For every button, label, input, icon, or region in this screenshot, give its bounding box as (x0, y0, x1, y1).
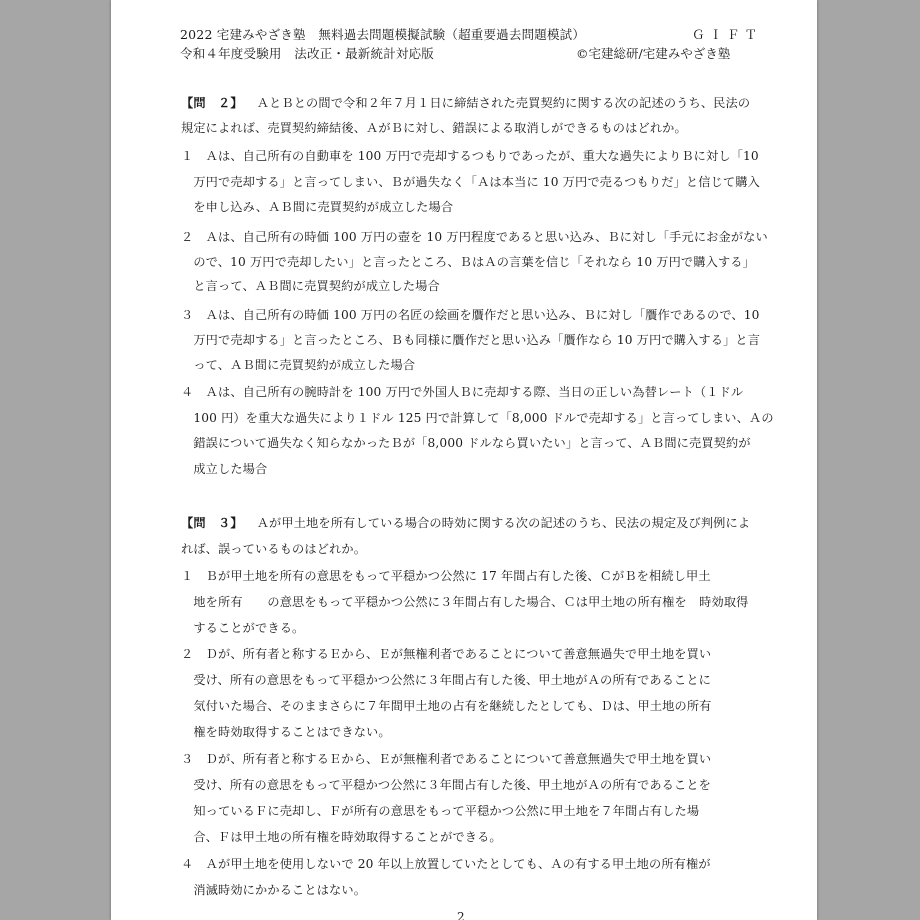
q2-stem-line-1: ＡとＢとの間で令和２年７月１日に締結された売買契約に関する次の記述のうち、民法の (256, 96, 751, 110)
q3-choice-2-line-1: ２ Ｄが、所有者と称するＥから、Ｅが無権利者であることについて善意無過失で甲土地を買い (181, 647, 712, 661)
q2-choice-4-line-2: 100 円）を重大な過失により１ドル 125 円で計算して「8,000 ドルで売却する」と言ってしまい、Ａの (181, 411, 774, 425)
q2-choice-2-line-3: と言って、ＡＢ間に売買契約が成立した場合 (181, 279, 440, 293)
q2-choice-3-line-3: って、ＡＢ間に売買契約が成立した場合 (181, 358, 416, 372)
header-title: 2022 宅建みやざき塾 無料過去問題模擬試験（超重要過去問題模試） (180, 27, 586, 42)
q2-choice-2-line-2: ので、10 万円で売却したい」と言ったところ、ＢはＡの言葉を信じ「それなら 10 万円で購入する」 (181, 255, 755, 269)
q3-choice-2-line-3: 気付いた場合、そのままさらに７年間甲土地の占有を継続したとしても、Ｄは、甲土地の所有 (181, 699, 712, 713)
q3-choice-4-line-1: ４ Ａが甲土地を使用しないで 20 年以上放置していたとしても、Ａの有する甲土地の所有権が (181, 857, 711, 871)
q2-choice-1-line-1: １ Ａは、自己所有の自動車を 100 万円で売却するつもりであったが、重大な過失によりＢに対し「10 (181, 149, 759, 163)
q3-choice-3-line-3: 知っているＦに売却し、Ｆが所有の意思をもって平穏かつ公然に甲土地を７年間占有した場 (181, 804, 700, 818)
q2-choice-3-line-1: ３ Ａは、自己所有の時価 100 万円の名匠の絵画を贋作だと思い込み、Ｂに対し「贋作であるので、10 (181, 308, 760, 322)
q2-choice-4-line-1: ４ Ａは、自己所有の腕時計を 100 万円で外国人Ｂに売却する際、当日の正しい為替レート（１ドル (181, 385, 744, 399)
q3-choice-1-line-3: することができる。 (181, 621, 305, 635)
header-gift-label: ＧＩＦＴ (692, 27, 763, 42)
q2-choice-1-line-2: 万円で売却する」と言ってしまい、Ｂが過失なく「Ａは本当に 10 万円で売るつもりだ」と信じて購入 (181, 175, 760, 189)
page-number: 2 (457, 910, 465, 920)
q3-choice-3-line-2: 受け、所有の意思をもって平穏かつ公然に３年間占有した後、甲土地がＡの所有であることを (181, 778, 712, 792)
header-copyright: ©宅建総研/宅建みやざき塾 (576, 46, 731, 61)
q3-stem-line-2: れば、誤っているものはどれか。 (181, 542, 367, 556)
q3-title: 【問 ３】 (181, 516, 243, 530)
q2-choice-2-line-1: ２ Ａは、自己所有の時価 100 万円の壺を 10 万円程度であると思い込み、Ｂに対し「手元にお金がない (181, 230, 768, 244)
q2-choice-3-line-2: 万円で売却する」と言ったところ、Ｂも同様に贋作だと思い込み「贋作なら 10 万円で購入する」と言 (181, 333, 761, 347)
q2-title: 【問 ２】 (181, 96, 243, 110)
q2-choice-4-line-4: 成立した場合 (181, 462, 268, 476)
document-page (111, 0, 817, 920)
q3-choice-2-line-4: 権を時効取得することはできない。 (181, 725, 391, 739)
q2-choice-1-line-3: を申し込み、ＡＢ間に売買契約が成立した場合 (181, 200, 454, 214)
q3-choice-3-line-1: ３ Ｄが、所有者と称するＥから、Ｅが無権利者であることについて善意無過失で甲土地を買い (181, 752, 712, 766)
q3-block (181, 515, 750, 531)
q3-choice-1-line-1: １ Ｂが甲土地を所有の意思をもって平穏かつ公然に 17 年間占有した後、ＣがＢを相続し甲土 (181, 569, 711, 583)
header-subtitle: 令和４年度受験用 法改正・最新統計対応版 (180, 46, 435, 61)
q3-stem-line-1: Ａが甲土地を所有している場合の時効に関する次の記述のうち、民法の規定及び判例によ (256, 516, 751, 530)
q3-choice-2-line-2: 受け、所有の意思をもって平穏かつ公然に３年間占有した後、甲土地がＡの所有であることに (181, 673, 712, 687)
q2-choice-4-line-3: 錯誤について過失なく知らなかったＢが「8,000 ドルなら買いたい」と言って、ＡＢ間に売買契約が (181, 436, 751, 450)
q3-choice-1-line-2: 地を所有 の意思をもって平穏かつ公然に３年間占有した場合、Ｃは甲土地の所有権を 時効取得 (181, 595, 749, 609)
q3-choice-4-line-2: 消滅時効にかかることはない。 (181, 883, 367, 897)
q2-stem-line-2: 規定によれば、売買契約締結後、ＡがＢに対し、錯誤による取消しができるものはどれか。 (181, 121, 687, 135)
q2-block (181, 95, 750, 111)
q3-choice-3-line-4: 合、Ｆは甲土地の所有権を時効取得することができる。 (181, 830, 502, 844)
